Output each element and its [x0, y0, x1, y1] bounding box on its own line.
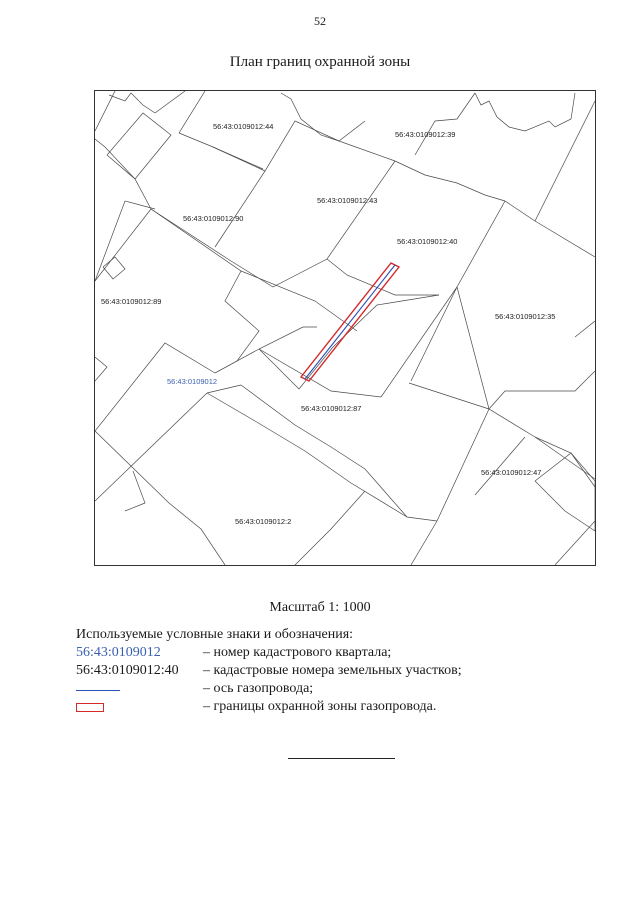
page-number: 52: [314, 14, 326, 28]
parcel-labels: [101, 122, 555, 526]
legend-description: – границы охранной зоны газопровода.: [203, 699, 437, 714]
legend-item-quarter: [76, 644, 596, 662]
legend-description: – номер кадастрового квартала;: [203, 645, 392, 660]
scale-label: Масштаб 1: 1000: [269, 600, 371, 615]
protection-zone: [301, 263, 399, 381]
cadastral-map: [94, 90, 596, 566]
red-rectangle-icon: [76, 703, 104, 712]
legend-item-zone: [76, 698, 596, 716]
legend-description: – кадастровые номера земельных участков;: [203, 663, 462, 678]
map-drawing: [95, 91, 595, 565]
parcel-label: 56:43:0109012:44: [213, 122, 274, 131]
legend-symbol-quarter-number: 56:43:0109012: [76, 645, 161, 660]
parcel-label: 56:43:0109012:43: [317, 196, 378, 205]
quarter-label: 56:43:0109012: [167, 377, 218, 386]
parcel-label: 56:43:0109012:89: [101, 297, 162, 306]
parcel-label: 56:43:0109012:2: [235, 517, 292, 526]
legend-item-axis: [76, 680, 596, 698]
plan-title: План границ охранной зоны: [229, 54, 411, 70]
legend-description: – ось газопровода;: [203, 681, 314, 696]
legend-symbol-parcel-number: 56:43:0109012:40: [76, 663, 179, 678]
legend-item-parcel: [76, 662, 596, 680]
legend: [76, 626, 596, 716]
legend-title: Используемые условные знаки и обозначения:: [76, 627, 354, 642]
blue-line-icon: [76, 690, 120, 691]
parcel-label: 56:43:0109012:87: [301, 404, 362, 413]
gas-pipeline-axis: [305, 265, 395, 379]
parcel-label: 56:43:0109012:47: [481, 468, 542, 477]
parcel-label: 56:43:0109012:39: [395, 130, 456, 139]
parcel-label: 56:43:0109012:35: [495, 312, 556, 321]
parcel-label: 56:43:0109012:40: [397, 237, 458, 246]
end-divider: [288, 758, 395, 759]
parcel-label: 56:43:0109012:90: [183, 214, 244, 223]
